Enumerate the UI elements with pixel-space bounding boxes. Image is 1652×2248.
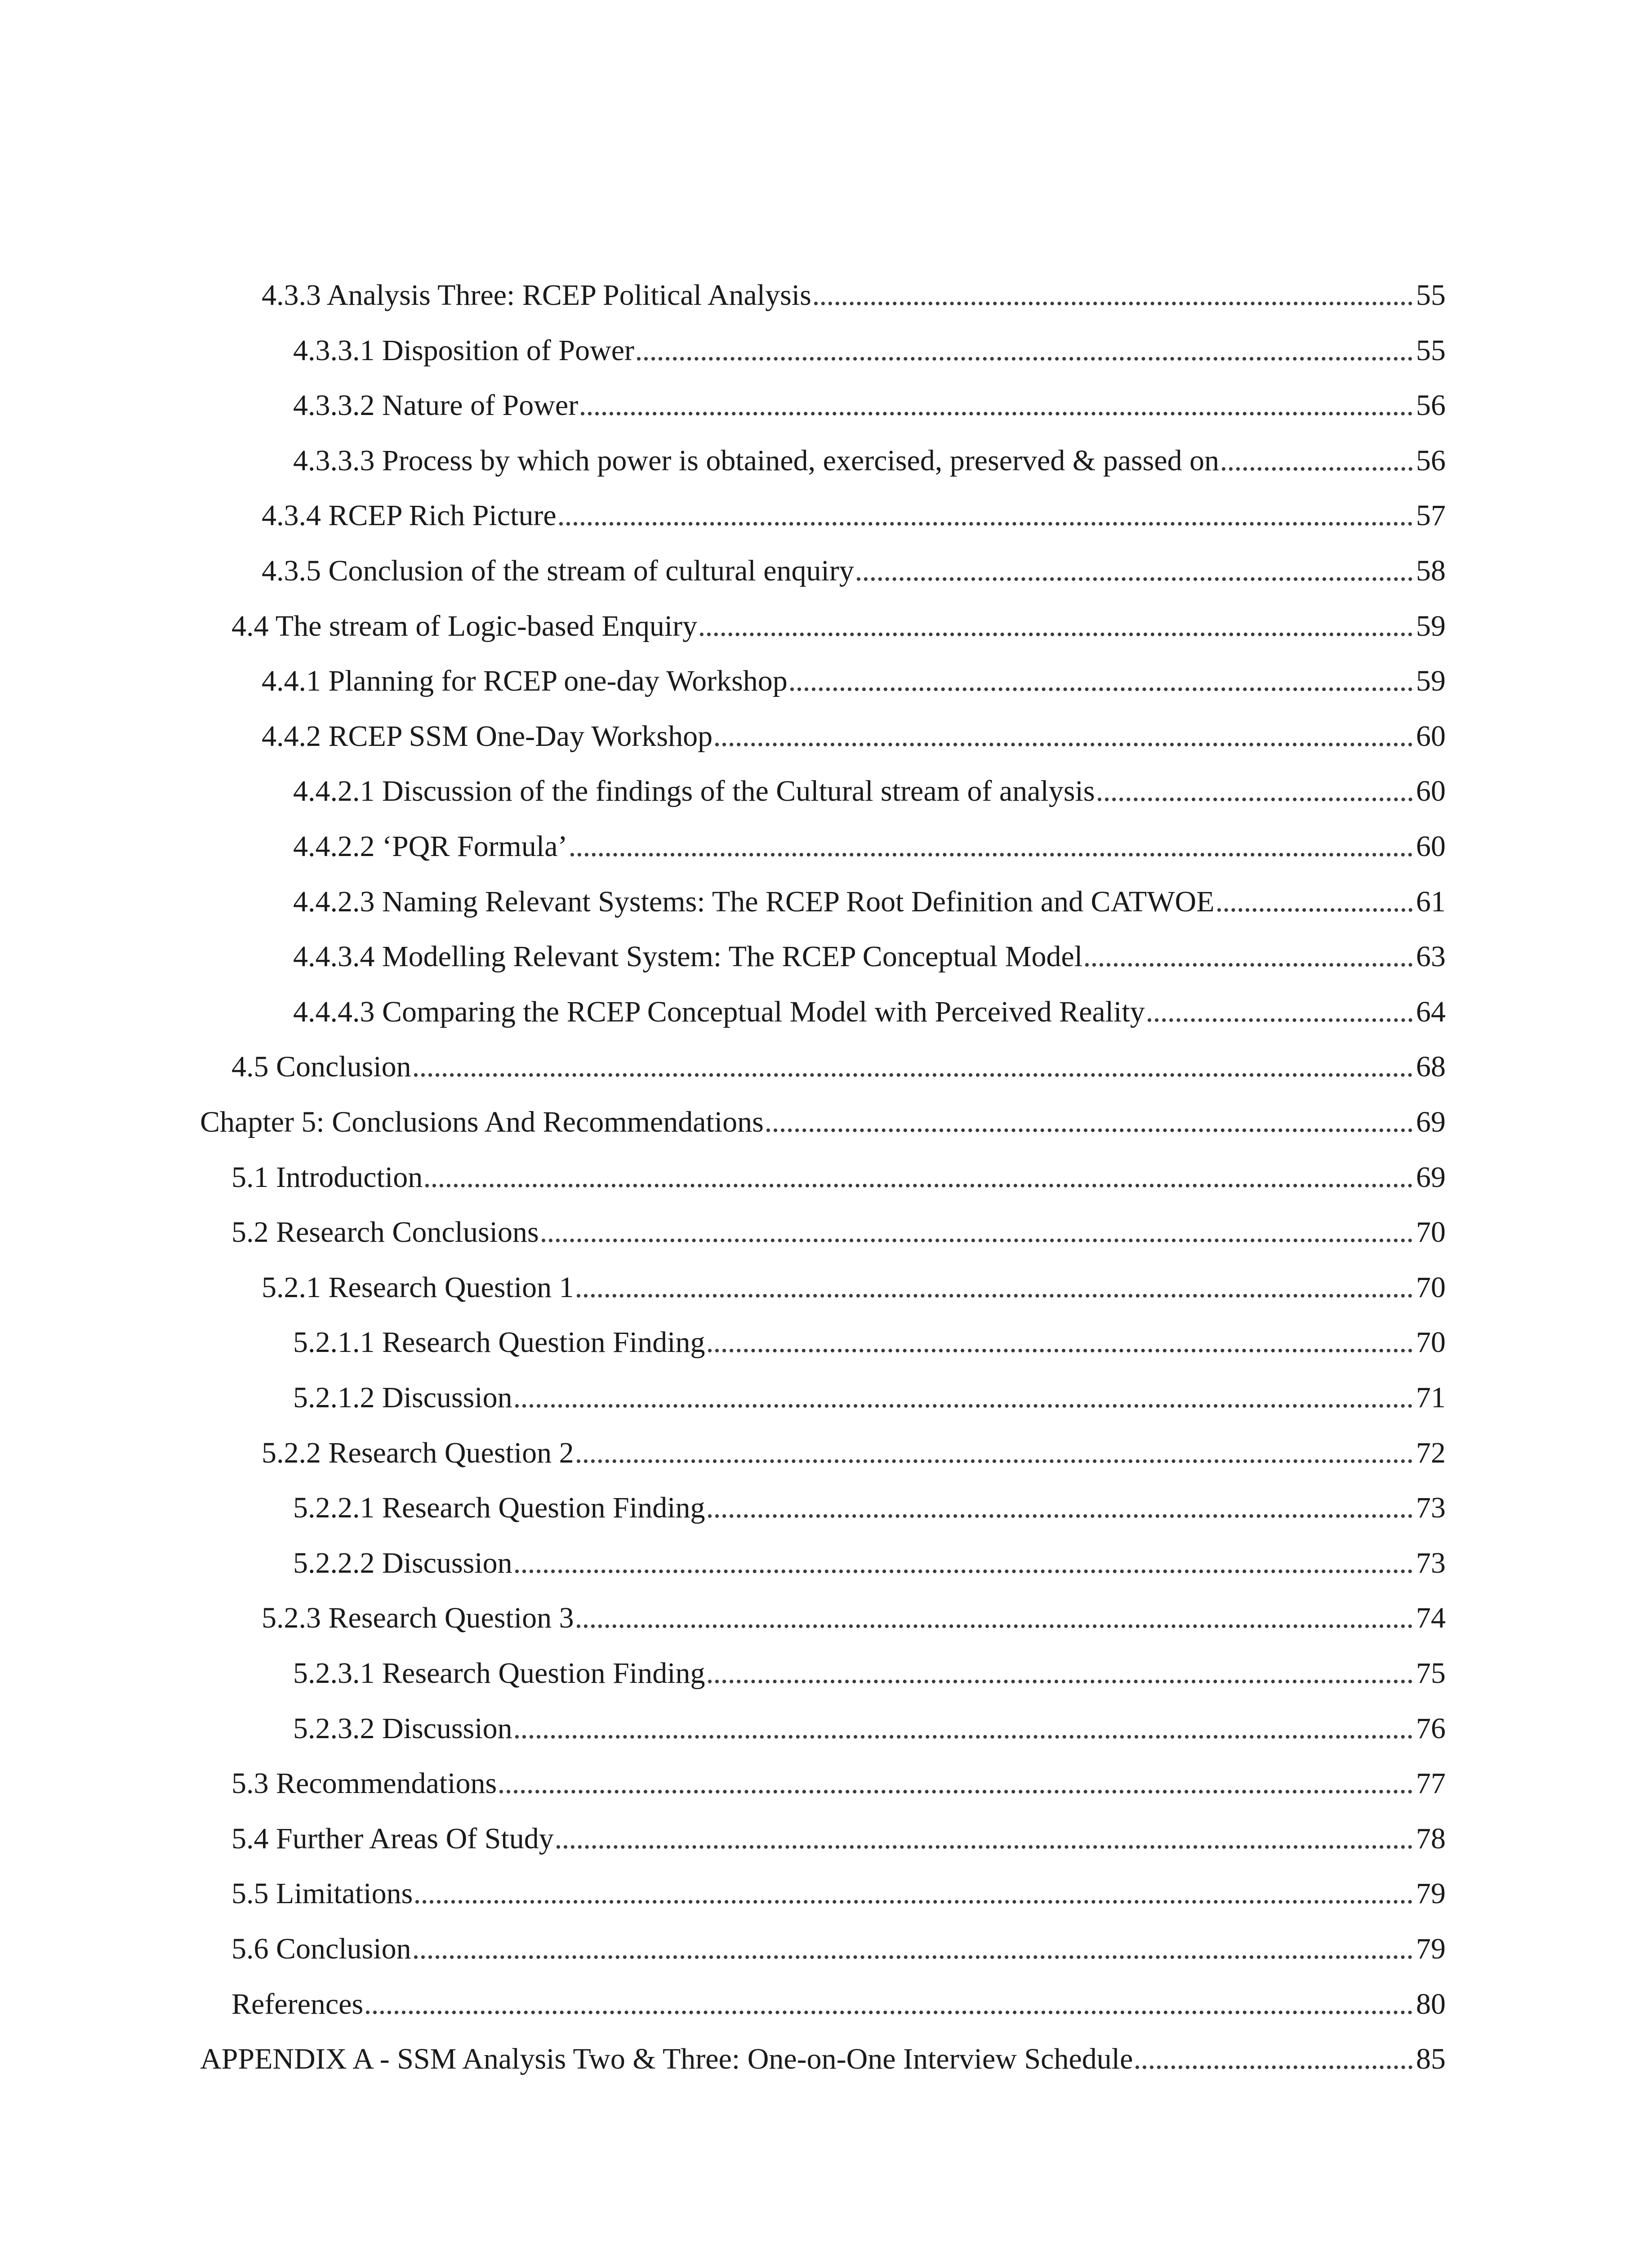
dot-leader bbox=[1222, 463, 1412, 471]
dot-leader bbox=[581, 407, 1412, 415]
dot-leader bbox=[425, 1179, 1412, 1187]
dot-leader bbox=[577, 1289, 1412, 1298]
toc-entry[interactable] bbox=[293, 816, 1446, 861]
toc-entry-title: References bbox=[232, 1988, 364, 2021]
toc-entry-title: 5.2.1 Research Question 1 bbox=[262, 1271, 574, 1304]
toc-entry-title: 4.4.2.3 Naming Relevant Systems: The RCEP Root Definition and CATWOE bbox=[293, 885, 1215, 918]
toc-entry-title: 5.5 Limitations bbox=[232, 1877, 413, 1910]
toc-entry[interactable] bbox=[293, 1699, 1446, 1744]
toc-entry-page-number: 76 bbox=[1416, 1712, 1446, 1745]
toc-entry-page-number: 55 bbox=[1416, 334, 1446, 367]
dot-leader bbox=[366, 2006, 1412, 2014]
toc-entry[interactable] bbox=[262, 706, 1446, 751]
toc-entry-page-number: 79 bbox=[1416, 1932, 1446, 1965]
toc-entry[interactable] bbox=[200, 1092, 1446, 1137]
dot-leader bbox=[1085, 959, 1412, 967]
toc-entry-title: 4.3.4 RCEP Rich Picture bbox=[262, 499, 557, 532]
toc-entry-title: 5.2.2 Research Question 2 bbox=[262, 1436, 574, 1469]
toc-entry-page-number: 55 bbox=[1416, 279, 1446, 312]
toc-entry-title: 5.3 Recommendations bbox=[232, 1767, 497, 1800]
toc-entry-title: 5.2.3.1 Research Question Finding bbox=[293, 1657, 705, 1690]
dot-leader bbox=[1135, 2061, 1412, 2069]
toc-entry-title: 4.4.2 RCEP SSM One-Day Workshop bbox=[262, 720, 713, 753]
dot-leader bbox=[708, 1510, 1412, 1518]
toc-entry-title: 4.4.2.1 Discussion of the findings of the Cultural stream of analysis bbox=[293, 775, 1095, 807]
toc-entry[interactable] bbox=[232, 1809, 1446, 1854]
toc-entry[interactable] bbox=[293, 375, 1446, 420]
toc-entry[interactable] bbox=[293, 982, 1446, 1027]
toc-entry-title: 4.3.3.1 Disposition of Power bbox=[293, 334, 634, 367]
dot-leader bbox=[715, 738, 1412, 746]
toc-entry-page-number: 74 bbox=[1416, 1601, 1446, 1634]
dot-leader bbox=[499, 1785, 1412, 1793]
dot-leader bbox=[708, 1675, 1412, 1683]
toc-entry[interactable] bbox=[200, 2029, 1446, 2074]
toc-entry-page-number: 70 bbox=[1416, 1271, 1446, 1304]
toc-entry-page-number: 73 bbox=[1416, 1547, 1446, 1579]
toc-entry-page-number: 56 bbox=[1416, 389, 1446, 422]
toc-entry-page-number: 77 bbox=[1416, 1767, 1446, 1800]
toc-entry[interactable] bbox=[293, 927, 1446, 972]
dot-leader bbox=[577, 1455, 1412, 1463]
toc-entry[interactable] bbox=[232, 1202, 1446, 1247]
toc-entry-title: 5.2.1.2 Discussion bbox=[293, 1381, 512, 1414]
toc-entry-title: 5.4 Further Areas Of Study bbox=[232, 1822, 554, 1855]
toc-entry[interactable] bbox=[232, 1037, 1446, 1082]
dot-leader bbox=[814, 297, 1412, 305]
toc-entry-page-number: 63 bbox=[1416, 940, 1446, 973]
dot-leader bbox=[577, 1620, 1412, 1628]
dot-leader bbox=[708, 1344, 1412, 1352]
toc-entry[interactable] bbox=[232, 1864, 1446, 1909]
dot-leader bbox=[790, 683, 1412, 691]
dot-leader bbox=[515, 1400, 1412, 1408]
dot-leader bbox=[415, 1896, 1412, 1904]
dot-leader bbox=[515, 1731, 1412, 1739]
toc-entry-page-number: 57 bbox=[1416, 499, 1446, 532]
dot-leader bbox=[700, 628, 1412, 636]
toc-entry-page-number: 78 bbox=[1416, 1822, 1446, 1855]
toc-entry[interactable] bbox=[262, 265, 1446, 310]
toc-entry-title: 5.2.1.1 Research Question Finding bbox=[293, 1326, 705, 1359]
toc-entry-title: 4.5 Conclusion bbox=[232, 1050, 411, 1083]
toc-entry[interactable] bbox=[293, 1643, 1446, 1688]
toc-entry[interactable] bbox=[262, 1423, 1446, 1468]
toc-entry-page-number: 72 bbox=[1416, 1436, 1446, 1469]
toc-entry-title: 4.4.2.2 ‘PQR Formula’ bbox=[293, 830, 568, 863]
dot-leader bbox=[1217, 904, 1412, 912]
toc-entry[interactable] bbox=[262, 651, 1446, 696]
dot-leader bbox=[570, 848, 1413, 856]
toc-entry-page-number: 71 bbox=[1416, 1381, 1446, 1414]
toc-entry[interactable] bbox=[232, 1147, 1446, 1192]
toc-entry[interactable] bbox=[293, 431, 1446, 476]
toc-entry-page-number: 59 bbox=[1416, 610, 1446, 642]
toc-entry-page-number: 60 bbox=[1416, 720, 1446, 753]
toc-entry-page-number: 61 bbox=[1416, 885, 1446, 918]
dot-leader bbox=[857, 573, 1412, 581]
toc-entry-title: 4.3.3.3 Process by which power is obtained, exercised, preserved & passed on bbox=[293, 444, 1220, 477]
toc-entry-title: 5.2.3.2 Discussion bbox=[293, 1712, 512, 1745]
toc-entry[interactable] bbox=[293, 761, 1446, 806]
toc-entry-page-number: 56 bbox=[1416, 444, 1446, 477]
dot-leader bbox=[1148, 1014, 1412, 1022]
toc-entry-title: 5.2 Research Conclusions bbox=[232, 1216, 539, 1249]
toc-entry-page-number: 85 bbox=[1416, 2043, 1446, 2075]
toc-entry[interactable] bbox=[262, 1258, 1446, 1302]
toc-entry-title: 4.4.4.3 Comparing the RCEP Conceptual Model with Perceived Reality bbox=[293, 995, 1145, 1028]
toc-entry[interactable] bbox=[262, 486, 1446, 531]
toc-entry-title: 5.1 Introduction bbox=[232, 1161, 423, 1194]
toc-entry-page-number: 69 bbox=[1416, 1106, 1446, 1138]
toc-entry[interactable] bbox=[262, 541, 1446, 586]
toc-entry-page-number: 59 bbox=[1416, 665, 1446, 697]
toc-entry-title: 4.3.3 Analysis Three: RCEP Political Analysis bbox=[262, 279, 811, 312]
dot-leader bbox=[542, 1234, 1412, 1242]
toc-entry-title: 4.4.3.4 Modelling Relevant System: The RCEP Conceptual Model bbox=[293, 940, 1083, 973]
toc-entry[interactable] bbox=[293, 321, 1446, 366]
toc-entry-page-number: 79 bbox=[1416, 1877, 1446, 1910]
toc-entry-title: 5.2.2.2 Discussion bbox=[293, 1547, 512, 1579]
toc-entry-page-number: 80 bbox=[1416, 1988, 1446, 2021]
toc-entry[interactable] bbox=[232, 1919, 1446, 1964]
toc-entry[interactable] bbox=[232, 1753, 1446, 1798]
toc-entry-title: 4.4.1 Planning for RCEP one-day Workshop bbox=[262, 665, 788, 697]
toc-entry-title: 5.2.3 Research Question 3 bbox=[262, 1601, 574, 1634]
toc-entry[interactable] bbox=[293, 872, 1446, 917]
toc-entry[interactable] bbox=[293, 1312, 1446, 1357]
dot-leader bbox=[637, 352, 1412, 361]
toc-entry-title: Chapter 5: Conclusions And Recommendations bbox=[200, 1106, 764, 1138]
dot-leader bbox=[414, 1951, 1412, 1959]
dot-leader bbox=[1098, 793, 1412, 801]
toc-entry[interactable] bbox=[293, 1368, 1446, 1413]
toc-entry-page-number: 69 bbox=[1416, 1161, 1446, 1194]
toc-entry-page-number: 64 bbox=[1416, 995, 1446, 1028]
toc-entry-page-number: 75 bbox=[1416, 1657, 1446, 1690]
toc-entry-title: APPENDIX A - SSM Analysis Two & Three: One-on-One Interview Schedule bbox=[200, 2043, 1133, 2075]
dot-leader bbox=[559, 517, 1412, 526]
toc-entry-page-number: 60 bbox=[1416, 775, 1446, 807]
toc-entry-title: 5.6 Conclusion bbox=[232, 1932, 411, 1965]
toc-entry-page-number: 70 bbox=[1416, 1216, 1446, 1249]
toc-entry-page-number: 68 bbox=[1416, 1050, 1446, 1083]
toc-entry-title: 4.3.5 Conclusion of the stream of cultural enquiry bbox=[262, 554, 854, 587]
toc-entry-page-number: 58 bbox=[1416, 554, 1446, 587]
dot-leader bbox=[557, 1841, 1412, 1849]
toc-entry[interactable] bbox=[262, 1588, 1446, 1633]
toc-entry-page-number: 60 bbox=[1416, 830, 1446, 863]
dot-leader bbox=[414, 1069, 1412, 1077]
toc-entry[interactable] bbox=[293, 1533, 1446, 1578]
toc-entry-title: 5.2.2.1 Research Question Finding bbox=[293, 1491, 705, 1524]
toc-entry[interactable] bbox=[232, 1974, 1446, 2019]
toc-entry-page-number: 73 bbox=[1416, 1491, 1446, 1524]
toc-entry-title: 4.3.3.2 Nature of Power bbox=[293, 389, 579, 422]
dot-leader bbox=[766, 1124, 1412, 1132]
toc-entry-title: 4.4 The stream of Logic-based Enquiry bbox=[232, 610, 698, 642]
toc-entry-page-number: 70 bbox=[1416, 1326, 1446, 1359]
toc-entry[interactable] bbox=[293, 1478, 1446, 1523]
toc-entry[interactable] bbox=[232, 596, 1446, 641]
dot-leader bbox=[515, 1565, 1412, 1573]
